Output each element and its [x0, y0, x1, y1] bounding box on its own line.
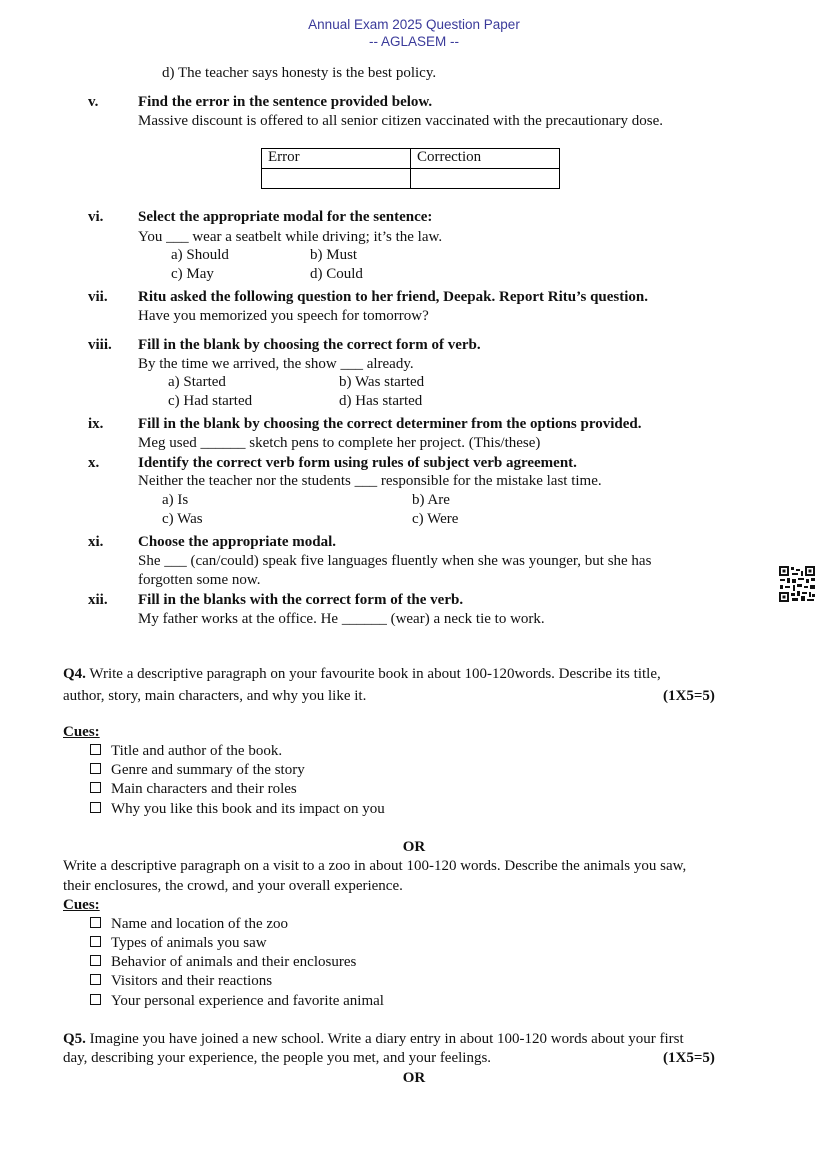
q-v-heading: Find the error in the sentence provided below. [138, 94, 433, 110]
q-x-option-d: c) Were [412, 511, 459, 527]
q-ix-number: ix. [88, 416, 104, 432]
q-xi-number: xi. [88, 534, 104, 550]
q4-line-1 [63, 665, 661, 683]
q5-label: Q5. [63, 1031, 86, 1047]
q-viii-number: viii. [88, 337, 112, 353]
q4-or: OR [402, 839, 426, 855]
q4-cues-label: Cues: [63, 724, 100, 740]
list-item: Why you like this book and its impact on you [90, 800, 385, 818]
checkbox-icon [90, 955, 101, 966]
checkbox-icon [90, 974, 101, 985]
q4-alt-text-2: their enclosures, the crowd, and your overall experience. [63, 878, 403, 894]
q-x-text: Neither the teacher nor the students ___ responsible for the mistake last time. [138, 473, 602, 489]
error-correction-table [261, 148, 560, 189]
checkbox-icon [90, 802, 101, 813]
list-item: Main characters and their roles [90, 780, 297, 798]
q-v-text: Massive discount is offered to all senior citizen vaccinated with the precautionary dose. [138, 113, 663, 129]
q-ix-heading: Fill in the blank by choosing the correct determiner from the options provided. [138, 416, 642, 432]
q-viii-option-b: b) Was started [339, 374, 425, 390]
q-viii-text: By the time we arrived, the show ___ already. [138, 356, 414, 372]
q-viii-heading: Fill in the blank by choosing the correct form of verb. [138, 337, 481, 353]
q4-marks: (1X5=5) [663, 688, 715, 704]
list-item: Genre and summary of the story [90, 761, 305, 779]
q4-alt-cues-label: Cues: [63, 897, 100, 913]
q-viii-option-c: c) Had started [168, 393, 253, 409]
prev-option-d: d) The teacher says honesty is the best policy. [162, 65, 437, 81]
q5-text-2: day, describing your experience, the people you met, and your feelings. [63, 1050, 492, 1066]
q5-or: OR [402, 1070, 426, 1086]
q-vi-heading: Select the appropriate modal for the sentence: [138, 209, 433, 225]
list-item: Title and author of the book. [90, 742, 282, 760]
table-header-error: Error [262, 149, 411, 169]
q-x-option-b: b) Are [412, 492, 450, 508]
q-ix-text: Meg used ______ sketch pens to complete her project. (This/these) [138, 435, 541, 451]
q-viii-option-d: d) Has started [339, 393, 423, 409]
qr-code-icon [778, 565, 816, 603]
q5-line-1 [63, 1030, 684, 1048]
checkbox-icon [90, 744, 101, 755]
q-vii-number: vii. [88, 289, 108, 305]
q5-text-1: Imagine you have joined a new school. Write a diary entry in about 100-120 words about your first [89, 1031, 684, 1047]
q4-text-1: Write a descriptive paragraph on your favourite book in about 100-120words. Describe its title, [89, 666, 661, 682]
q-xi-text-2: forgotten some now. [138, 572, 261, 588]
checkbox-icon [90, 782, 101, 793]
q-vi-option-d: d) Could [310, 266, 363, 282]
checkbox-icon [90, 994, 101, 1005]
q-vi-option-c: c) May [171, 266, 214, 282]
header-title: Annual Exam 2025 Question Paper [308, 17, 520, 32]
table-header-correction: Correction [411, 149, 560, 169]
q-vi-text: You ___ wear a seatbelt while driving; it’s the law. [138, 229, 443, 245]
list-item: Behavior of animals and their enclosures [90, 953, 356, 971]
q-vi-option-a: a) Should [171, 247, 229, 263]
header-source: -- AGLASEM -- [368, 34, 459, 49]
q5-marks: (1X5=5) [663, 1050, 715, 1066]
q-xi-text-1: She ___ (can/could) speak five languages fluently when she was younger, but she has [138, 553, 652, 569]
table-cell-correction[interactable] [411, 169, 560, 189]
table-cell-error[interactable] [262, 169, 411, 189]
q-vi-option-b: b) Must [310, 247, 358, 263]
list-item: Your personal experience and favorite animal [90, 992, 384, 1010]
q-x-option-c: c) Was [162, 511, 203, 527]
q4-text-2: author, story, main characters, and why you like it. [63, 688, 367, 704]
q-xii-number: xii. [88, 592, 108, 608]
q-x-heading: Identify the correct verb form using rules of subject verb agreement. [138, 455, 577, 471]
q-vii-heading: Ritu asked the following question to her friend, Deepak. Report Ritu’s question. [138, 289, 649, 305]
q-x-number: x. [88, 455, 100, 471]
q-xi-heading: Choose the appropriate modal. [138, 534, 337, 550]
q-viii-option-a: a) Started [168, 374, 226, 390]
list-item: Name and location of the zoo [90, 915, 288, 933]
checkbox-icon [90, 763, 101, 774]
list-item: Types of animals you saw [90, 934, 267, 952]
q-vi-number: vi. [88, 209, 104, 225]
q-v-number: v. [88, 94, 99, 110]
q4-label: Q4. [63, 666, 86, 682]
q-x-option-a: a) Is [162, 492, 189, 508]
checkbox-icon [90, 936, 101, 947]
q-xii-heading: Fill in the blanks with the correct form of the verb. [138, 592, 464, 608]
q-vii-text: Have you memorized you speech for tomorrow? [138, 308, 429, 324]
list-item: Visitors and their reactions [90, 972, 272, 990]
q4-alt-text-1: Write a descriptive paragraph on a visit to a zoo in about 100-120 words. Describe the animals you saw, [63, 858, 687, 874]
checkbox-icon [90, 917, 101, 928]
q-xii-text: My father works at the office. He ______ (wear) a neck tie to work. [138, 611, 545, 627]
